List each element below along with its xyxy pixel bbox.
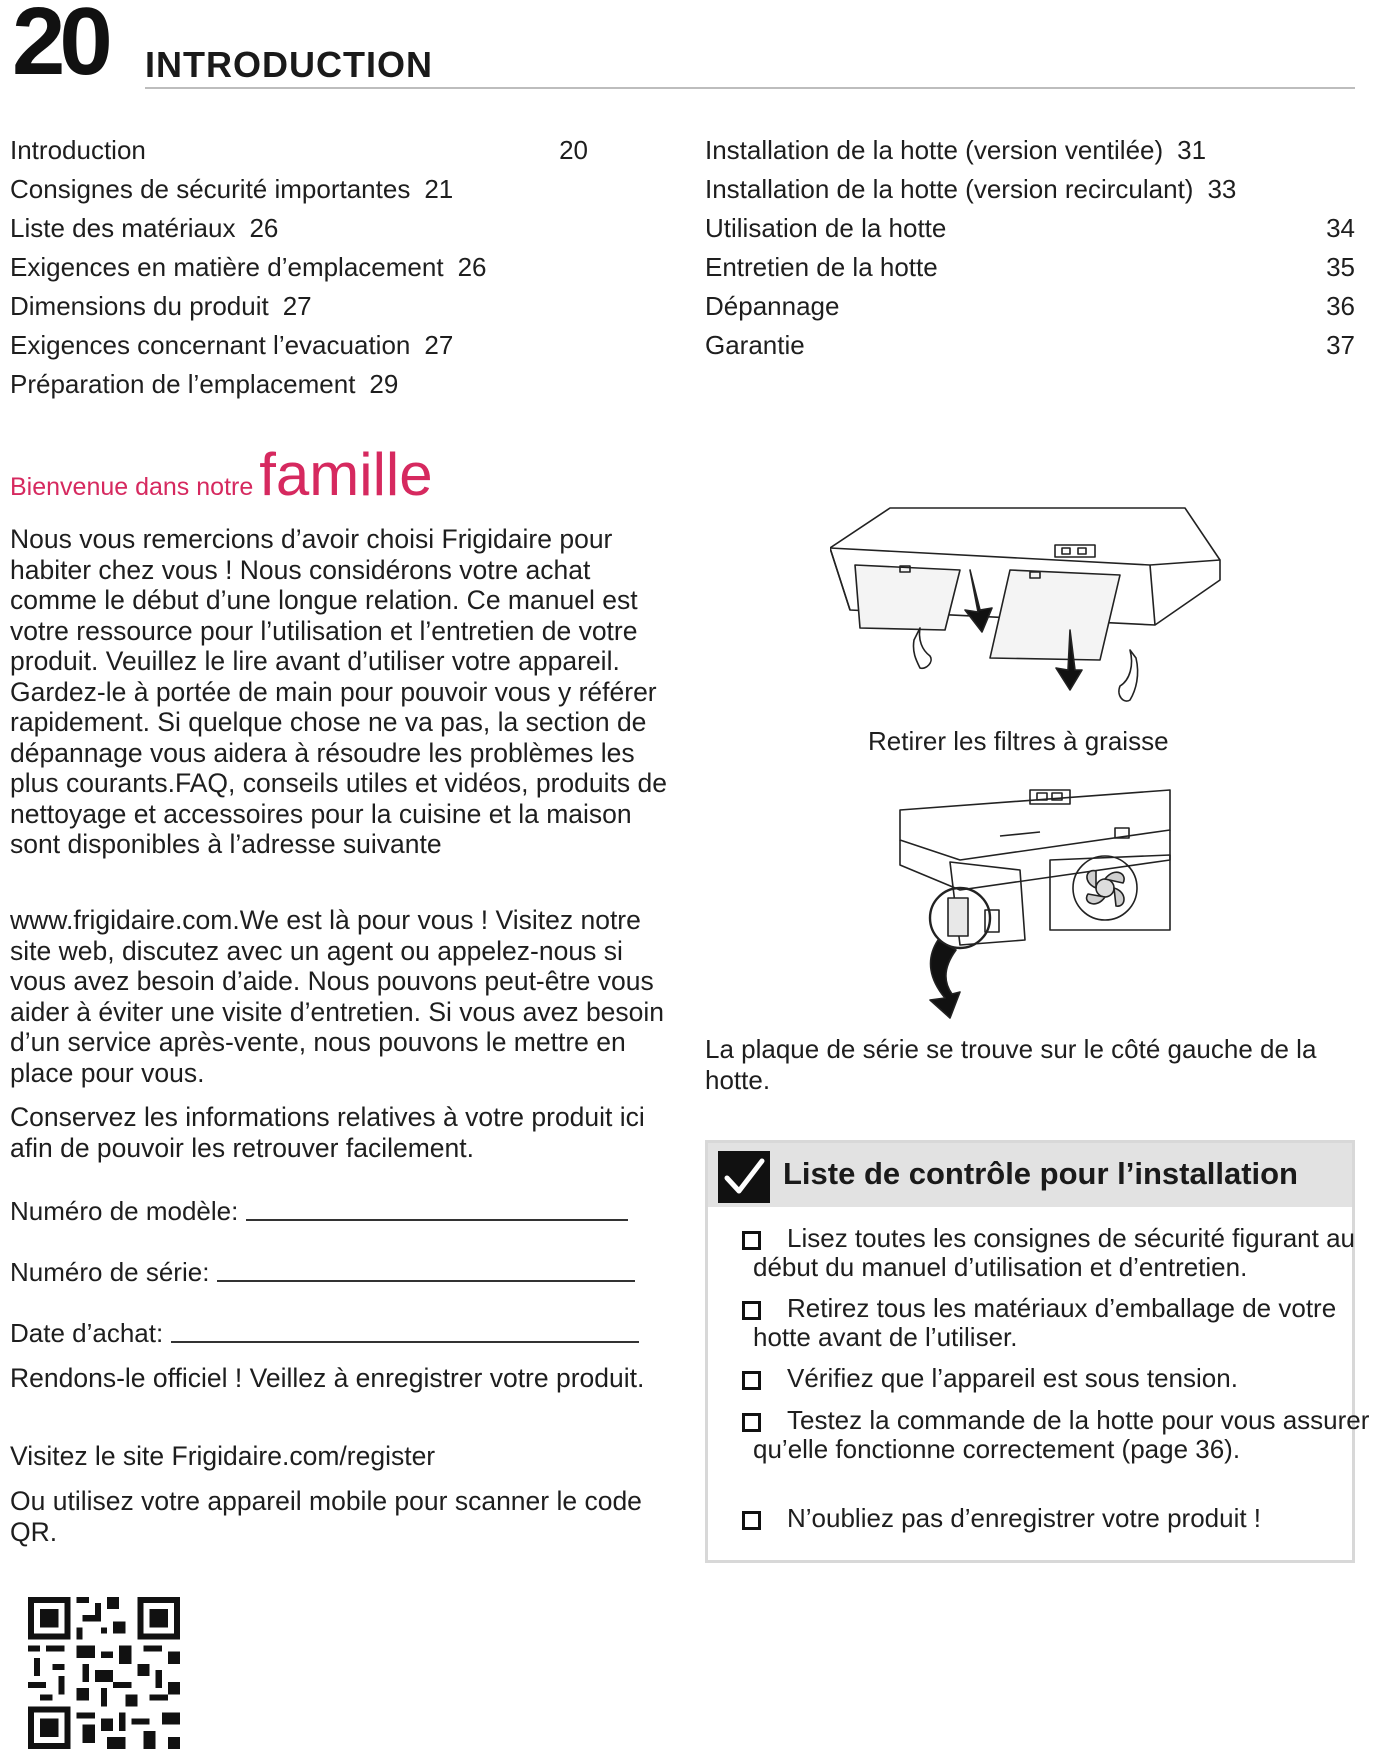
toc-entry[interactable]: Exigences en matière d’emplacement 26 (10, 252, 487, 282)
serial-plate-location-illustration (890, 770, 1190, 1020)
page-title: INTRODUCTION (145, 44, 433, 85)
register-paragraph: Rendons-le officiel ! Veillez à enregistrer votre produit. (10, 1363, 645, 1393)
intro-paragraph: Nous vous remercions d’avoir choisi Frigidaire pour habiter chez vous ! Nous considérons votre achat comme le début d’une longue relation. Ce manuel est votre ressource pour l’utilisation et l’entretien de votre produit. Veuillez le lire avant d’utiliser votre appareil. Gardez-le à portée de main pour pouvoir vous y référer rapidement. Si quelque chose ne va pas, la section de dépannage vous aidera à résoudre les problèmes les plus courants.FAQ, conseils utiles et vidéos, produits de nettoyage et accessoires pour la cuisine et la maison sont disponibles à l’adresse suivante (10, 524, 667, 859)
toc-right-column (705, 131, 1355, 365)
model-number-label: Numéro de modèle: (10, 1196, 239, 1226)
title-divider (145, 87, 1355, 89)
toc-left-column (10, 131, 660, 404)
toc-entry[interactable]: Préparation de l’emplacement 29 (10, 369, 399, 399)
toc-entry[interactable]: Entretien de la hotte 35 (705, 252, 1355, 282)
serial-number-line[interactable] (217, 1280, 635, 1282)
checklist-header (708, 1143, 1352, 1207)
checkmark-icon (718, 1151, 770, 1203)
serial-number-field[interactable] (10, 1257, 635, 1288)
purchase-date-field[interactable] (10, 1318, 639, 1349)
qr-code[interactable] (28, 1597, 180, 1749)
toc-entry[interactable]: Consignes de sécurité importantes 21 (10, 174, 454, 204)
support-paragraph: www.frigidaire.com.We est là pour vous ! Visitez notre site web, discutez avec un agent ou appelez-nous si vous avez besoin d’aide. Nous pouvons peut-être vous aider à éviter une visite d’entretien. Si vous avez besoin d’un service après-vente, nous pouvons le mettre en place pour vous. (10, 905, 665, 1088)
toc-entry[interactable]: Dépannage 36 (705, 291, 1355, 321)
toc-entry[interactable]: Introduction 20 (10, 135, 588, 165)
figure-caption-filters: Retirer les filtres à graisse (868, 726, 1169, 756)
toc-entry[interactable]: Installation de la hotte (version ventilée) 31 (705, 135, 1207, 165)
installation-checklist: Liste de contrôle pour l’installation Lisez toutes les consignes de sécurité figurant au début du manuel d’utilisation et d’entretien. Retirez tous les matériaux d’emballage de votre hotte avant de l’utiliser. Vérifiez que l’appareil est sous tension. Testez la commande de la hotte pour vous assurer qu’elle fonctionne correctement (page 36). N’oubliez pas d’enregistrer votre produit ! (705, 1140, 1355, 1563)
purchase-date-label: Date d’achat: (10, 1318, 164, 1348)
welcome-heading (10, 440, 433, 509)
toc-entry[interactable]: Liste des matériaux 26 (10, 213, 279, 243)
toc-entry[interactable]: Dimensions du produit 27 (10, 291, 312, 321)
welcome-prefix: Bienvenue dans notre (10, 473, 254, 501)
page-number: 20 (12, 0, 107, 95)
toc-entry[interactable]: Utilisation de la hotte 34 (705, 213, 1355, 243)
toc-entry[interactable]: Exigences concernant l’evacuation 27 (10, 330, 454, 360)
model-number-line[interactable] (246, 1219, 628, 1221)
toc-entry[interactable]: Installation de la hotte (version recirculant) 33 (705, 174, 1237, 204)
checklist-title: Liste de contrôle pour l’installation (783, 1156, 1298, 1191)
welcome-emphasis: famille (259, 441, 433, 508)
purchase-date-line[interactable] (171, 1341, 639, 1343)
keep-info-paragraph: Conservez les informations relatives à votre produit ici afin de pouvoir les retrouver facilement. (10, 1102, 645, 1163)
figure-caption-serial-plate: La plaque de série se trouve sur le côté gauche de la hotte. (705, 1034, 1317, 1095)
toc-entry[interactable]: Garantie 37 (705, 330, 1355, 360)
qr-paragraph: Ou utilisez votre appareil mobile pour scanner le code QR. (10, 1486, 642, 1547)
serial-number-label: Numéro de série: (10, 1257, 210, 1287)
model-number-field[interactable] (10, 1196, 628, 1227)
register-link-paragraph: Visitez le site Frigidaire.com/register (10, 1441, 436, 1471)
hood-filter-removal-illustration (830, 500, 1230, 730)
